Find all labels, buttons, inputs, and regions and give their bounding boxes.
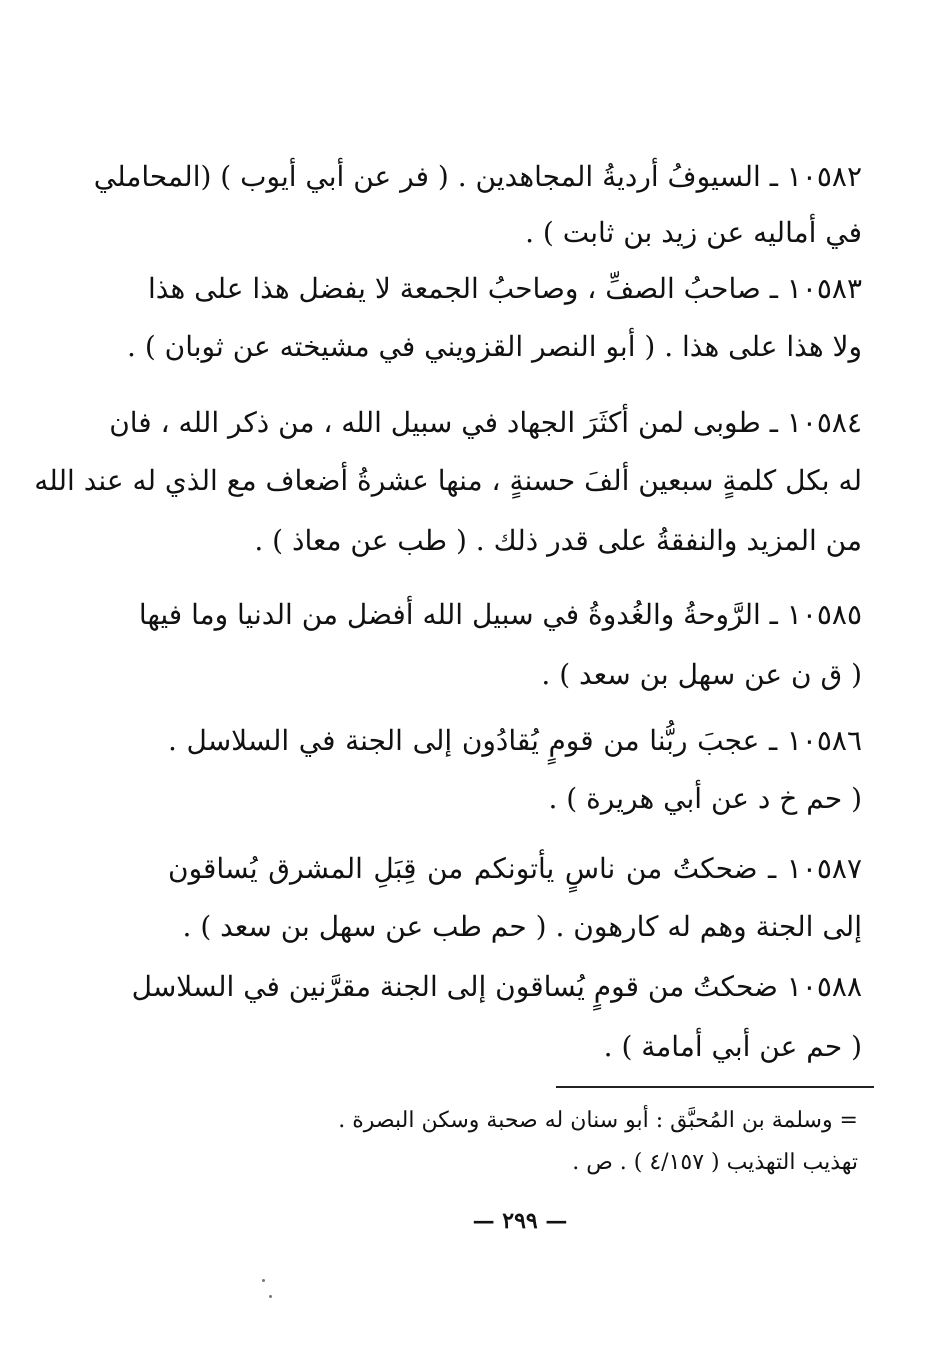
entry-10584-line-3: من المزيد والنفقةُ على قدر ذلك . ( طب عن معاذ ) .	[254, 524, 862, 557]
footnote-line-1: = وسلمة بن المُحبَّق : أبو سنان له صحبة وسكن البصرة .	[338, 1108, 858, 1133]
entry-10582-line-2: في أماليه عن زيد بن ثابت ) .	[525, 216, 862, 249]
entry-10586-line-1: ١٠٥٨٦ ـ عجبَ ربُّنا من قومٍ يُقادُون إلى الجنة في السلاسل .	[168, 724, 862, 757]
scan-speck	[269, 1295, 272, 1298]
footnote-line-2: تهذيب التهذيب ( ٤/١٥٧ ) . ص .	[572, 1150, 858, 1175]
entry-10585-line-1: ١٠٥٨٥ ـ الرَّوحةُ والغُدوةُ في سبيل الله أفضل من الدنيا وما فيها	[138, 598, 862, 631]
page-number: — ٢٩٩ —	[472, 1208, 568, 1234]
entry-10587-line-1: ١٠٥٨٧ ـ ضحكتُ من ناسٍ يأتونكم من قِبَلِ المشرق يُساقون	[168, 852, 862, 885]
entry-10586-line-2: ( حم خ د عن أبي هريرة ) .	[548, 782, 862, 815]
footnote-divider	[556, 1086, 874, 1088]
entry-10588-line-2: ( حم عن أبي أمامة ) .	[603, 1030, 862, 1063]
entry-10583-line-2: ولا هذا على هذا . ( أبو النصر القزويني في مشيخته عن ثوبان ) .	[127, 330, 862, 363]
scan-speck	[262, 1279, 265, 1282]
entry-10587-line-2: إلى الجنة وهم له كارهون . ( حم طب عن سهل بن سعد ) .	[182, 910, 862, 943]
entry-10588-line-1: ١٠٥٨٨ ضحكتُ من قومٍ يُساقون إلى الجنة مقرَّنين في السلاسل	[131, 970, 862, 1003]
entry-10585-line-2: ( ق ن عن سهل بن سعد ) .	[541, 658, 862, 691]
entry-10582-line-1: ١٠٥٨٢ ـ السيوفُ أرديةُ المجاهدين . ( فر عن أبي أيوب ) (المحاملي	[93, 160, 862, 193]
entry-10584-line-1: ١٠٥٨٤ ـ طوبى لمن أكثَرَ الجهاد في سبيل الله ، من ذكر الله ، فان	[109, 406, 862, 439]
entry-10584-line-2: له بكل كلمةٍ سبعين ألفَ حسنةٍ ، منها عشرةُ أضعاف مع الذي له عند الله	[34, 464, 862, 497]
entry-10583-line-1: ١٠٥٨٣ ـ صاحبُ الصفِّ ، وصاحبُ الجمعة لا يفضل هذا على هذا	[148, 272, 862, 305]
